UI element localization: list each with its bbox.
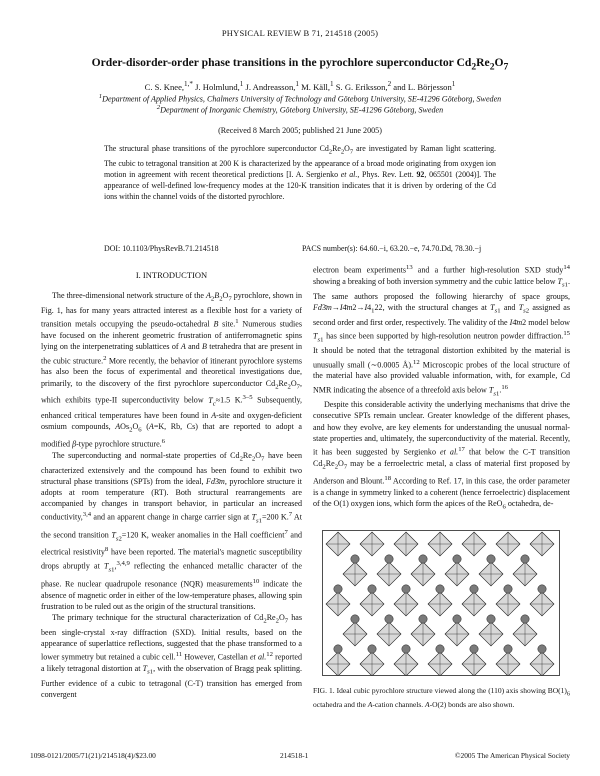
running-head: PHYSICAL REVIEW B 71, 214518 (2005) bbox=[221, 28, 379, 38]
a-site-atom bbox=[487, 555, 495, 563]
a-site-atom bbox=[368, 645, 376, 653]
a-site-atom bbox=[487, 615, 495, 623]
a-site-atom bbox=[504, 645, 512, 653]
a-site-atom bbox=[470, 645, 478, 653]
affiliation-1: $^1$Department of Applied Physics, Chalmers University of Technology and Göteborg University, SE-41296 Göteborg, Sweden bbox=[98, 93, 502, 104]
a-site-atom bbox=[368, 585, 376, 593]
figure-caption: FIG. 1. Ideal cubic pyrochlore structure viewed along the (110) axis showing $BO(1)_6$ octahedra and the A-cation channels. A-O(2) bonds are also shown. bbox=[313, 686, 570, 710]
paragraph: electron beam experiments$^{13}$ and a further high-resolution SXD study$^{14}$ showing a breaking of both inversion symmetry and the cubic lattice below $T_{s1}$. The same authors proposed the following hierarchy of space groups, $Fd3̄m\to I4̄m2\to I4_122$, with the structural changes at $T_{s1}$ and $T_{s2}$ assigned as second order and first order, respectively. The validity of the I4̄m2 model below $T_{s1}$ has since been supported by high-resolution neutron powder diffraction.$^{15}$ It should be noted that the tetragonal distortion exhibited by the material is unusually small (∼0.0005 Å).$^{12}$ Microscopic probes of the local structure of the material have also provided valuable information, with, for example, Cd NMR indicating the absence of a threefold axis below $T_{s1}.^{16}$ bbox=[313, 264, 570, 397]
paragraph: The three-dimensional network structure of the $A_2B_2O_7$ pyrochlore, shown in Fig. 1, has for many years attracted interest as a flexible host for a variety of transition metals occupying the pseudo-octahedral B site.$^1$ Numerous studies have focused on the inherent geometric frustration of antiferromagnetic spins lying on the interpenetrating sublattices of A and B tetrahedra that are present in the cubic structure.$^2$ More recently, the behavior of itinerant pyrochlore systems has also been the focus of experimental and theoretical investigations due, primarily, to the discovery of the first pyrochlore superconductor $Cd_2Re_2O_7$, which exhibits type-II superconductivity below $T_c\approx 1.5$ K.$^{3-5}$ Subsequently, enhanced critical temperatures have been found in A-site and oxygen-deficient osmium compounds, $AOs_2O_6$ (A=K, Rb, Cs) that are reported to adopt a modified β-type pyrochlore structure.$^6$ bbox=[41, 291, 302, 449]
paragraph: The primary technique for the structural characterization of $Cd_2Re_2O_7$ has been single-crystal x-ray diffraction (SXD). Initial results, based on the appearance of superlattice reflections, suggested that the phase transformed to a lower symmetry but retained a cubic cell.$^{11}$ However, Castellan et al.$^{12}$ reported a likely tetragonal distortion at $T_{s1}$, with the observation of Bragg peak splitting. Further evidence of a cubic to tetragonal (C-T) transition has emerged from convergent bbox=[41, 613, 302, 700]
a-site-atom bbox=[453, 555, 461, 563]
a-site-atom bbox=[436, 585, 444, 593]
paper-title: Order-disorder-order phase transitions in the pyrochlore superconductor $Cd_2Re_2O_7$ bbox=[91, 56, 509, 73]
a-site-atom bbox=[436, 645, 444, 653]
section-heading: I. INTRODUCTION bbox=[135, 270, 208, 280]
a-site-atom bbox=[419, 615, 427, 623]
a-site-atom bbox=[470, 585, 478, 593]
a-site-atom bbox=[351, 615, 359, 623]
a-site-atom bbox=[402, 645, 410, 653]
a-site-atom bbox=[334, 585, 342, 593]
a-site-atom bbox=[402, 585, 410, 593]
received-date: (Received 8 March 2005; published 21 June 2005) bbox=[218, 126, 382, 135]
a-site-atom bbox=[521, 555, 529, 563]
a-site-atom bbox=[419, 555, 427, 563]
a-site-atom bbox=[385, 555, 393, 563]
pyrochlore-structure-figure bbox=[322, 530, 560, 676]
right-column bbox=[313, 262, 570, 513]
a-site-atom bbox=[521, 615, 529, 623]
left-column bbox=[41, 262, 302, 700]
a-site-atom bbox=[351, 555, 359, 563]
affiliation-2: $^2$Department of Inorganic Chemistry, Göteborg University, SE-41296 Göteborg, Sweden bbox=[156, 104, 444, 115]
a-site-atom bbox=[453, 615, 461, 623]
footer-copyright: ©2005 The American Physical Society bbox=[454, 751, 570, 760]
a-site-atom bbox=[334, 645, 342, 653]
a-site-atom bbox=[504, 585, 512, 593]
pacs-numbers: PACS number(s): 64.60.−i, 63.20.−e, 74.70.Dd, 78.30.−j bbox=[302, 244, 482, 253]
doi: DOI: 10.1103/PhysRevB.71.214518 bbox=[104, 244, 219, 253]
author-list: C. S. Knee,$^{1,*}$ J. Holmlund,$^1$ J. Andreasson,$^1$ M. Käll,$^1$ S. G. Eriksson,$^2$ and L. Börjesson$^1$ bbox=[144, 80, 456, 92]
a-site-atom bbox=[538, 645, 546, 653]
paragraph: The superconducting and normal-state properties of $Cd_2Re_2O_7$ have been characterized extensively and the compound has been found to exhibit two structural phase transitions (SPTs) from the ideal, Fd3̄m, pyrochlore structure it adopts at room temperature (RT). Both structural rearrangements are accompanied by changes in transport behavior, in particular an increased conductivity,$^{3,4}$ and an apparent change in charge carrier sign at $T_{s1}=200$ K.$^7$ At the second transition $T_{s2}=120$ K, weaker anomalies in the Hall coefficient$^7$ and electrical resistivity$^8$ have been reported. The material's magnetic susceptibility drops abruptly at $T_{s1},^{3,4,9}$ reflecting the enhanced metallic character of the phase. Re nuclear quadrupole resonance (NQR) measurements$^{10}$ indicate the absence of magnetic order in either of the low-temperature phases, allowing spin frustration to be ruled out as the origin of the structural transitions. bbox=[41, 450, 303, 611]
a-site-atom bbox=[385, 615, 393, 623]
footer-page-number: 214518-1 bbox=[280, 751, 309, 760]
a-site-atom bbox=[538, 585, 546, 593]
abstract: The structural phase transitions of the pyrochlore superconductor $Cd_2Re_2O_7$ are investigated by Raman light scattering. The cubic to tetragonal transition at 200 K is characterized by the appearance of a broad mode originating from oxygen ion motion in agreement with recent theoretical predictions [I. A. Sergienko et al., Phys. Rev. Lett. 92, 065501 (2004)]. The appearance of well-defined low-frequency modes at the 120-K transition indicates that it is driven by ordering of the Cd ions within the channel voids of the distorted pyrochlore. bbox=[104, 144, 496, 201]
footer-issn: 1098-0121/2005/71(21)/214518(4)/$23.00 bbox=[30, 751, 156, 760]
paragraph: Despite this considerable activity the underlying mechanisms that drive the consecutive SPTs remain unclear. Greater knowledge of the different phases, and how they evolve, are key elements for understanding the unusual normal-state properties and, ultimately, the superconductivity of the material. Recently, it has been suggested by Sergienko et al.$^{17}$ that below the C-T transition $Cd_2Re_2O_7$ may be a ferroelectric metal, a class of material first proposed by Anderson and Blount.$^{18}$ According to Ref. 17, in this case, the order parameter is a change in symmetry linked to a coherent (hence ferroelectric) displacement of the O(1) oxygen ions, which form the apices of the ReO$_6$ octahedra, de- bbox=[313, 400, 570, 511]
